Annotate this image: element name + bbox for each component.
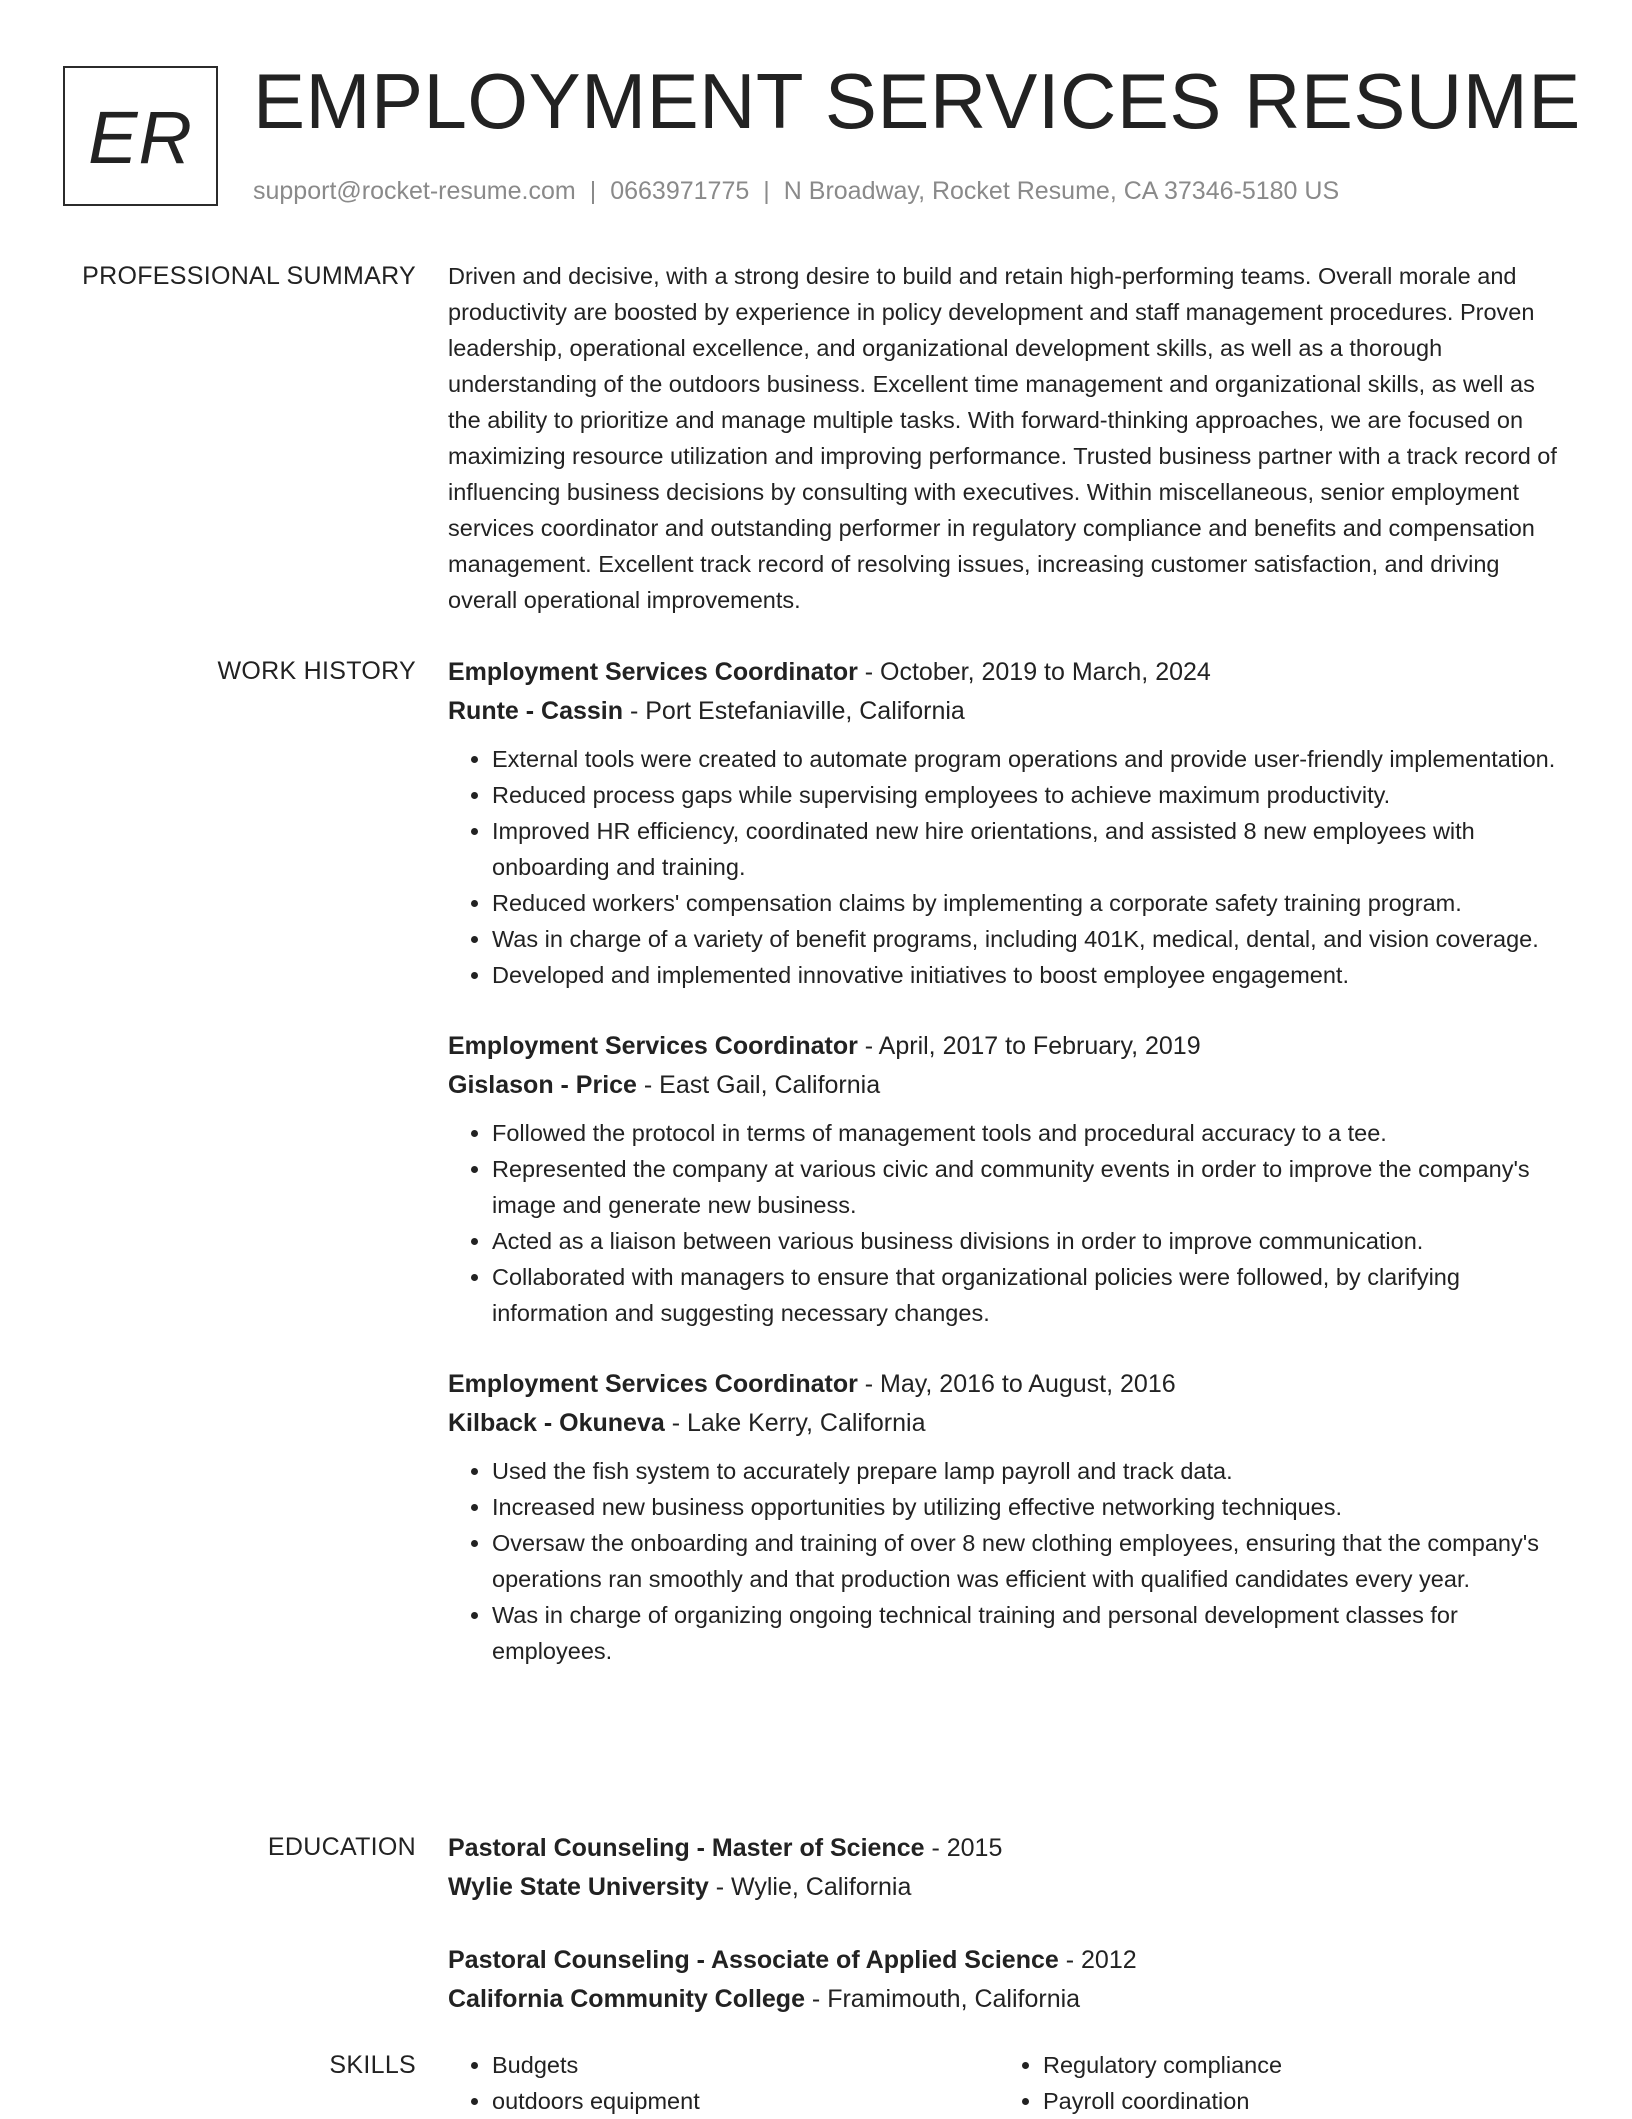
degree-name: Pastoral Counseling - Associate of Applied Science — [448, 1946, 1059, 1974]
job-company-line — [448, 1066, 1570, 1105]
job-dates: - April, 2017 to February, 2019 — [857, 1032, 1201, 1060]
job-bullets — [448, 1115, 1570, 1331]
job-location: - Lake Kerry, California — [664, 1409, 926, 1437]
job-title-line — [448, 1027, 1570, 1066]
skills-column-right — [999, 2047, 1550, 2119]
monogram-box — [63, 66, 218, 206]
education-entry — [448, 1941, 1570, 2019]
skill-item: • Budgets — [492, 2047, 999, 2083]
summary-text: Driven and decisive, with a strong desire to build and retain high-performing teams. Overall morale and productivity are boosted by experience in policy development and staff management procedures. Proven leadership, operational excellence, and organizational development skills, as well as a thorough understanding of the outdoors business. Excellent time management and organizational skills, as well as the ability to prioritize and manage multiple tasks. With forward-thinking approaches, we are focused on maximizing resource utilization and improving performance. Trusted business partner with a track record of influencing business decisions by consulting with executives. Within miscellaneous, senior employment services coordinator and outstanding performer in regulatory compliance and benefits and compensation management. Excellent track record of resolving issues, increasing customer satisfaction, and driving overall operational improvements. — [448, 263, 1557, 613]
degree-year: - 2012 — [1058, 1946, 1137, 1974]
job-company: Gislason - Price — [448, 1071, 637, 1099]
school-line — [448, 1868, 1570, 1907]
contact-phone[interactable]: 0663971775 — [610, 177, 750, 205]
job-company: Kilback - Okuneva — [448, 1409, 665, 1437]
job-company: Runte - Cassin — [448, 697, 624, 725]
list-item: • Used the fish system to accurately prepare lamp payroll and track data. — [492, 1453, 1570, 1489]
contact-email[interactable]: support@rocket-resume.com — [253, 177, 576, 205]
list-item: • Developed and implemented innovative initiatives to boost employee engagement. — [492, 957, 1570, 993]
work-history-body — [448, 653, 1570, 1703]
skills-grid — [448, 2047, 1570, 2119]
list-item: • Increased new business opportunities by utilizing effective networking techniques. — [492, 1489, 1570, 1525]
job-location: - Port Estefaniaville, California — [623, 697, 965, 725]
job-company-line — [448, 692, 1570, 731]
job-entry — [448, 1365, 1570, 1669]
contact-line — [253, 174, 1339, 208]
list-item: • Improved HR efficiency, coordinated new hire orientations, and assisted 8 new employees with onboarding and training. — [492, 813, 1570, 885]
summary-body — [448, 258, 1570, 618]
job-entry — [448, 653, 1570, 993]
school-name: California Community College — [448, 1985, 805, 2013]
skill-item: • Payroll coordination — [1043, 2083, 1550, 2119]
school-line — [448, 1980, 1570, 2019]
contact-address: N Broadway, Rocket Resume, CA 37346-5180 US — [783, 177, 1340, 205]
degree-name: Pastoral Counseling - Master of Science — [448, 1834, 925, 1862]
school-location: - Wylie, California — [708, 1873, 912, 1901]
school-location: - Framimouth, California — [804, 1985, 1081, 2013]
job-title: Employment Services Coordinator — [448, 658, 858, 686]
list-item: • Acted as a liaison between various business divisions in order to improve communication. — [492, 1223, 1570, 1259]
degree-year: - 2015 — [924, 1834, 1003, 1862]
list-item: • Reduced process gaps while supervising employees to achieve maximum productivity. — [492, 777, 1570, 813]
contact-separator: | — [763, 177, 770, 205]
job-bullets — [448, 1453, 1570, 1669]
job-entry — [448, 1027, 1570, 1331]
job-dates: - May, 2016 to August, 2016 — [857, 1370, 1176, 1398]
list-item: • Followed the protocol in terms of management tools and procedural accuracy to a tee. — [492, 1115, 1570, 1151]
job-location: - East Gail, California — [636, 1071, 881, 1099]
job-bullets — [448, 741, 1570, 993]
section-label-summary: PROFESSIONAL SUMMARY — [82, 262, 416, 290]
job-title-line — [448, 1365, 1570, 1404]
degree-line — [448, 1829, 1570, 1868]
section-label-skills: SKILLS — [329, 2051, 416, 2079]
job-title: Employment Services Coordinator — [448, 1370, 858, 1398]
list-item: • External tools were created to automate program operations and provide user-friendly implementation. — [492, 741, 1570, 777]
monogram-initials: ER — [88, 95, 193, 179]
education-body — [448, 1829, 1570, 2053]
list-item: • Oversaw the onboarding and training of over 8 new clothing employees, ensuring that the company's operations ran smoothly and that production was efficient with qualified candidates every year. — [492, 1525, 1570, 1597]
skill-item: • outdoors equipment — [492, 2083, 999, 2119]
list-item: • Reduced workers' compensation claims by implementing a corporate safety training program. — [492, 885, 1570, 921]
section-label-work-history: WORK HISTORY — [217, 657, 416, 685]
list-item: • Was in charge of a variety of benefit programs, including 401K, medical, dental, and vision coverage. — [492, 921, 1570, 957]
job-company-line — [448, 1404, 1570, 1443]
resume-title: EMPLOYMENT SERVICES RESUME — [253, 57, 1581, 145]
list-item: • Collaborated with managers to ensure that organizational policies were followed, by clarifying information and suggesting necessary changes. — [492, 1259, 1570, 1331]
list-item: • Represented the company at various civic and community events in order to improve the company's image and generate new business. — [492, 1151, 1570, 1223]
education-entry — [448, 1829, 1570, 1907]
degree-line — [448, 1941, 1570, 1980]
job-title: Employment Services Coordinator — [448, 1032, 858, 1060]
contact-separator: | — [589, 177, 597, 205]
job-title-line — [448, 653, 1570, 692]
school-name: Wylie State University — [448, 1873, 709, 1901]
skill-item: • Regulatory compliance — [1043, 2047, 1550, 2083]
list-item: • Was in charge of organizing ongoing technical training and personal development classes for employees. — [492, 1597, 1570, 1669]
section-label-education: EDUCATION — [267, 1833, 416, 1861]
job-dates: - October, 2019 to March, 2024 — [857, 658, 1211, 686]
skills-column-left — [448, 2047, 999, 2119]
skills-body — [448, 2047, 1570, 2119]
